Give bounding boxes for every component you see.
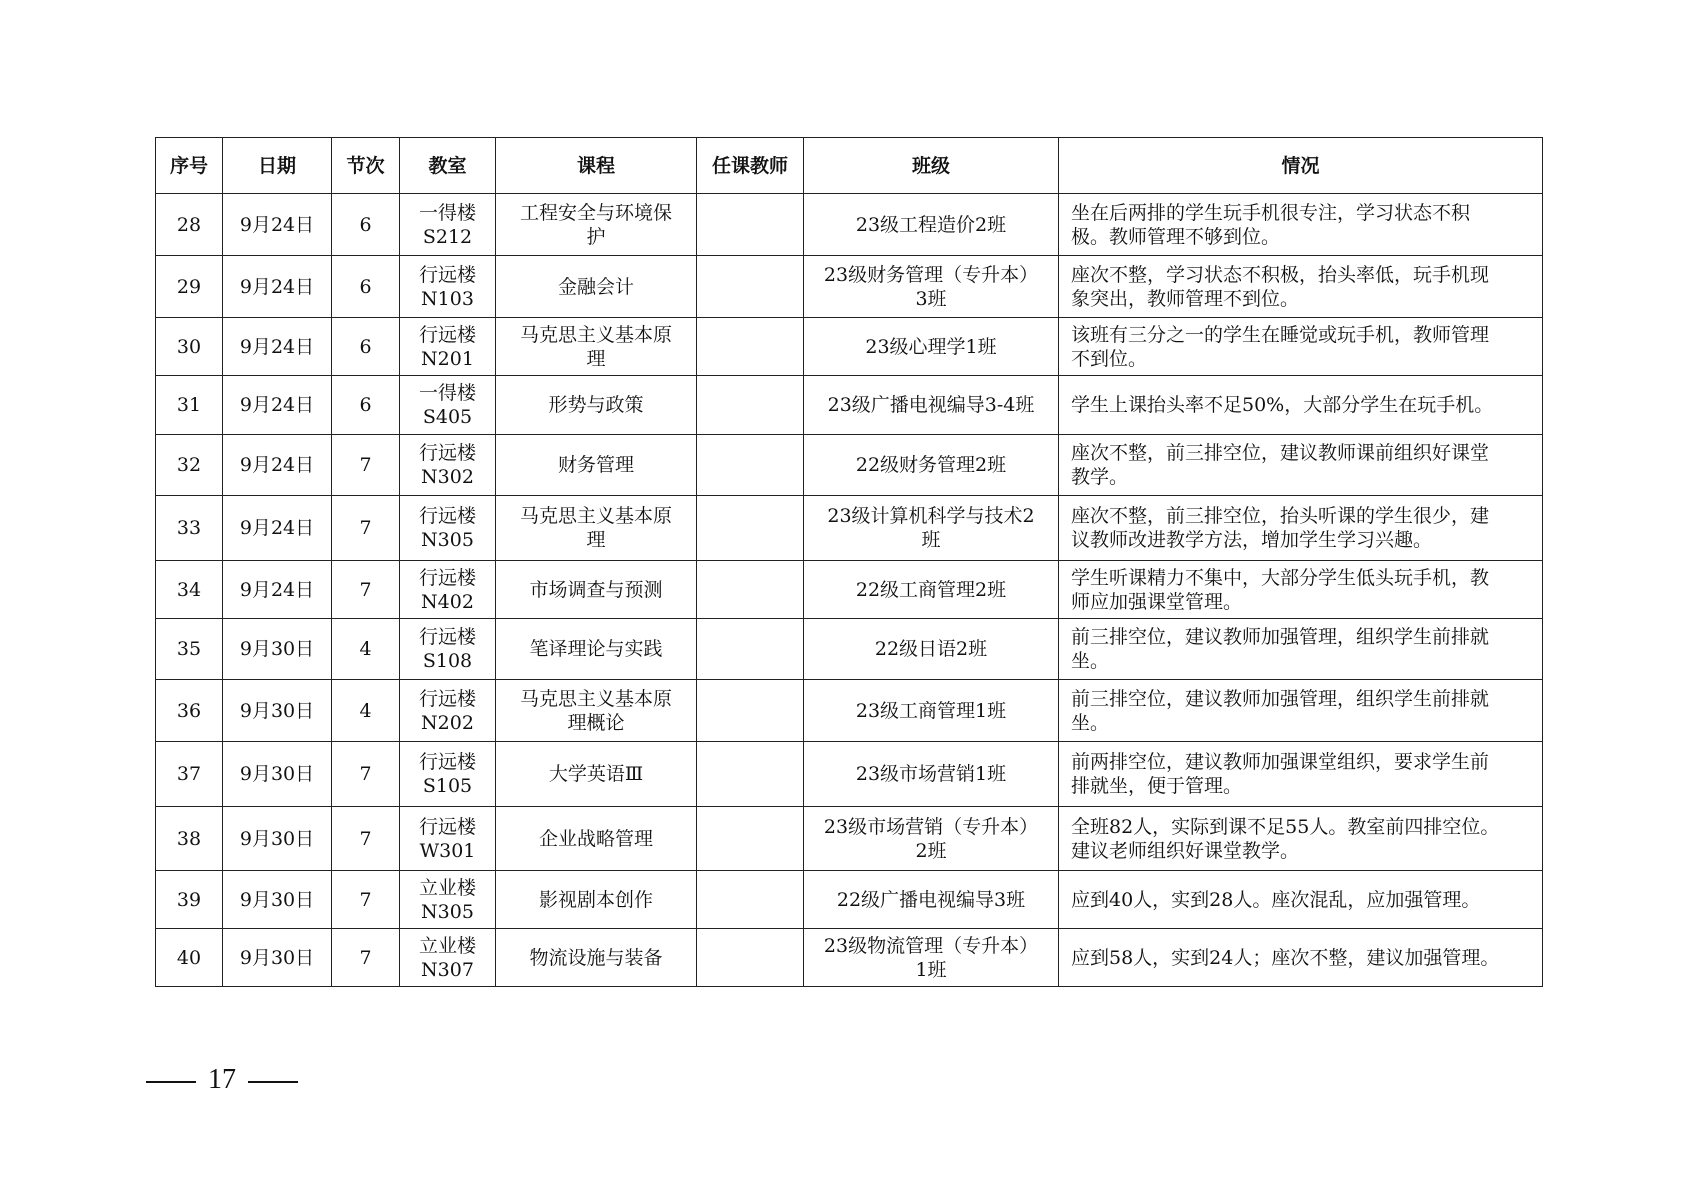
cell-situation: 座次不整，学习状态不积极，抬头率低，玩手机现 象突出，教师管理不到位。 xyxy=(1059,256,1543,318)
cell-date: 9月30日 xyxy=(223,619,332,680)
cell-room: 行远楼 W301 xyxy=(400,807,496,871)
cell-course: 市场调查与预测 xyxy=(496,561,697,619)
cell-course: 企业战略管理 xyxy=(496,807,697,871)
cell-period: 6 xyxy=(332,318,400,376)
cell-course: 财务管理 xyxy=(496,435,697,496)
cell-teacher xyxy=(697,435,804,496)
table-row xyxy=(156,496,1543,561)
cell-period: 7 xyxy=(332,561,400,619)
cell-class: 22级日语2班 xyxy=(804,619,1059,680)
table-row xyxy=(156,561,1543,619)
cell-class: 23级心理学1班 xyxy=(804,318,1059,376)
cell-room: 行远楼 N402 xyxy=(400,561,496,619)
cell-teacher xyxy=(697,742,804,807)
cell-date: 9月30日 xyxy=(223,929,332,987)
cell-date: 9月30日 xyxy=(223,742,332,807)
cell-course: 马克思主义基本原 理概论 xyxy=(496,680,697,742)
cell-teacher xyxy=(697,561,804,619)
cell-room: 立业楼 N307 xyxy=(400,929,496,987)
cell-period: 7 xyxy=(332,435,400,496)
cell-course: 物流设施与装备 xyxy=(496,929,697,987)
cell-period: 7 xyxy=(332,871,400,929)
cell-date: 9月30日 xyxy=(223,807,332,871)
cell-teacher xyxy=(697,376,804,435)
footer-dash-right xyxy=(248,1081,298,1083)
cell-course: 大学英语Ⅲ xyxy=(496,742,697,807)
cell-course: 金融会计 xyxy=(496,256,697,318)
cell-period: 6 xyxy=(332,256,400,318)
cell-no: 40 xyxy=(156,929,223,987)
cell-no: 33 xyxy=(156,496,223,561)
header-row xyxy=(156,138,1543,194)
cell-date: 9月24日 xyxy=(223,561,332,619)
cell-class: 23级财务管理（专升本） 3班 xyxy=(804,256,1059,318)
cell-situation: 应到40人，实到28人。座次混乱，应加强管理。 xyxy=(1059,871,1543,929)
cell-teacher xyxy=(697,807,804,871)
table-row xyxy=(156,435,1543,496)
cell-class: 23级广播电视编导3-4班 xyxy=(804,376,1059,435)
cell-date: 9月24日 xyxy=(223,496,332,561)
cell-date: 9月24日 xyxy=(223,435,332,496)
table-row xyxy=(156,619,1543,680)
cell-no: 37 xyxy=(156,742,223,807)
cell-room: 一得楼 S405 xyxy=(400,376,496,435)
cell-class: 22级广播电视编导3班 xyxy=(804,871,1059,929)
cell-situation: 座次不整，前三排空位，建议教师课前组织好课堂 教学。 xyxy=(1059,435,1543,496)
cell-teacher xyxy=(697,871,804,929)
cell-class: 22级财务管理2班 xyxy=(804,435,1059,496)
cell-no: 35 xyxy=(156,619,223,680)
cell-class: 23级物流管理（专升本） 1班 xyxy=(804,929,1059,987)
cell-teacher xyxy=(697,318,804,376)
cell-no: 39 xyxy=(156,871,223,929)
cell-situation: 坐在后两排的学生玩手机很专注，学习状态不积 极。教师管理不够到位。 xyxy=(1059,194,1543,256)
header-period: 节次 xyxy=(332,138,400,194)
cell-teacher xyxy=(697,496,804,561)
cell-course: 笔译理论与实践 xyxy=(496,619,697,680)
cell-room: 立业楼 N305 xyxy=(400,871,496,929)
cell-situation: 前三排空位，建议教师加强管理，组织学生前排就 坐。 xyxy=(1059,619,1543,680)
cell-date: 9月24日 xyxy=(223,318,332,376)
cell-class: 23级计算机科学与技术2 班 xyxy=(804,496,1059,561)
header-date: 日期 xyxy=(223,138,332,194)
header-room: 教室 xyxy=(400,138,496,194)
cell-no: 28 xyxy=(156,194,223,256)
cell-date: 9月30日 xyxy=(223,871,332,929)
cell-period: 7 xyxy=(332,742,400,807)
cell-class: 23级工商管理1班 xyxy=(804,680,1059,742)
cell-course: 马克思主义基本原 理 xyxy=(496,318,697,376)
page-footer xyxy=(146,1064,298,1096)
cell-room: 行远楼 N201 xyxy=(400,318,496,376)
cell-class: 23级市场营销（专升本） 2班 xyxy=(804,807,1059,871)
cell-date: 9月24日 xyxy=(223,194,332,256)
table-row xyxy=(156,680,1543,742)
page-number: 17 xyxy=(208,1064,236,1095)
cell-period: 7 xyxy=(332,496,400,561)
cell-period: 7 xyxy=(332,929,400,987)
table-row xyxy=(156,376,1543,435)
cell-period: 7 xyxy=(332,807,400,871)
header-course: 课程 xyxy=(496,138,697,194)
cell-teacher xyxy=(697,619,804,680)
cell-teacher xyxy=(697,929,804,987)
cell-situation: 座次不整，前三排空位，抬头听课的学生很少，建 议教师改进教学方法，增加学生学习兴趣。 xyxy=(1059,496,1543,561)
cell-period: 4 xyxy=(332,619,400,680)
cell-situation: 全班82人，实际到课不足55人。教室前四排空位。 建议老师组织好课堂教学。 xyxy=(1059,807,1543,871)
cell-room: 行远楼 N202 xyxy=(400,680,496,742)
cell-room: 行远楼 S105 xyxy=(400,742,496,807)
cell-no: 31 xyxy=(156,376,223,435)
cell-situation: 该班有三分之一的学生在睡觉或玩手机，教师管理 不到位。 xyxy=(1059,318,1543,376)
cell-situation: 前两排空位，建议教师加强课堂组织，要求学生前 排就坐，便于管理。 xyxy=(1059,742,1543,807)
header-teacher: 任课教师 xyxy=(697,138,804,194)
cell-no: 29 xyxy=(156,256,223,318)
table-row xyxy=(156,929,1543,987)
cell-no: 32 xyxy=(156,435,223,496)
cell-class: 22级工商管理2班 xyxy=(804,561,1059,619)
table-row xyxy=(156,194,1543,256)
table-row xyxy=(156,871,1543,929)
cell-course: 工程安全与环境保 护 xyxy=(496,194,697,256)
cell-date: 9月24日 xyxy=(223,376,332,435)
cell-teacher xyxy=(697,680,804,742)
cell-date: 9月24日 xyxy=(223,256,332,318)
cell-course: 影视剧本创作 xyxy=(496,871,697,929)
cell-room: 行远楼 N302 xyxy=(400,435,496,496)
cell-course: 形势与政策 xyxy=(496,376,697,435)
cell-class: 23级市场营销1班 xyxy=(804,742,1059,807)
cell-situation: 学生听课精力不集中，大部分学生低头玩手机，教 师应加强课堂管理。 xyxy=(1059,561,1543,619)
cell-situation: 应到58人，实到24人；座次不整，建议加强管理。 xyxy=(1059,929,1543,987)
cell-no: 34 xyxy=(156,561,223,619)
cell-course: 马克思主义基本原 理 xyxy=(496,496,697,561)
cell-period: 6 xyxy=(332,194,400,256)
cell-situation: 前三排空位，建议教师加强管理，组织学生前排就 坐。 xyxy=(1059,680,1543,742)
header-situation: 情况 xyxy=(1059,138,1543,194)
cell-period: 6 xyxy=(332,376,400,435)
cell-teacher xyxy=(697,194,804,256)
cell-situation: 学生上课抬头率不足50%，大部分学生在玩手机。 xyxy=(1059,376,1543,435)
cell-room: 行远楼 N103 xyxy=(400,256,496,318)
table-row xyxy=(156,807,1543,871)
cell-no: 36 xyxy=(156,680,223,742)
cell-room: 行远楼 S108 xyxy=(400,619,496,680)
header-class: 班级 xyxy=(804,138,1059,194)
cell-teacher xyxy=(697,256,804,318)
table-row xyxy=(156,318,1543,376)
header-no: 序号 xyxy=(156,138,223,194)
cell-room: 一得楼 S212 xyxy=(400,194,496,256)
cell-no: 30 xyxy=(156,318,223,376)
table-row xyxy=(156,742,1543,807)
cell-period: 4 xyxy=(332,680,400,742)
footer-dash-left xyxy=(146,1081,196,1083)
table-row xyxy=(156,256,1543,318)
cell-class: 23级工程造价2班 xyxy=(804,194,1059,256)
inspection-table xyxy=(155,137,1543,987)
cell-date: 9月30日 xyxy=(223,680,332,742)
table-body xyxy=(156,194,1543,987)
cell-no: 38 xyxy=(156,807,223,871)
cell-room: 行远楼 N305 xyxy=(400,496,496,561)
